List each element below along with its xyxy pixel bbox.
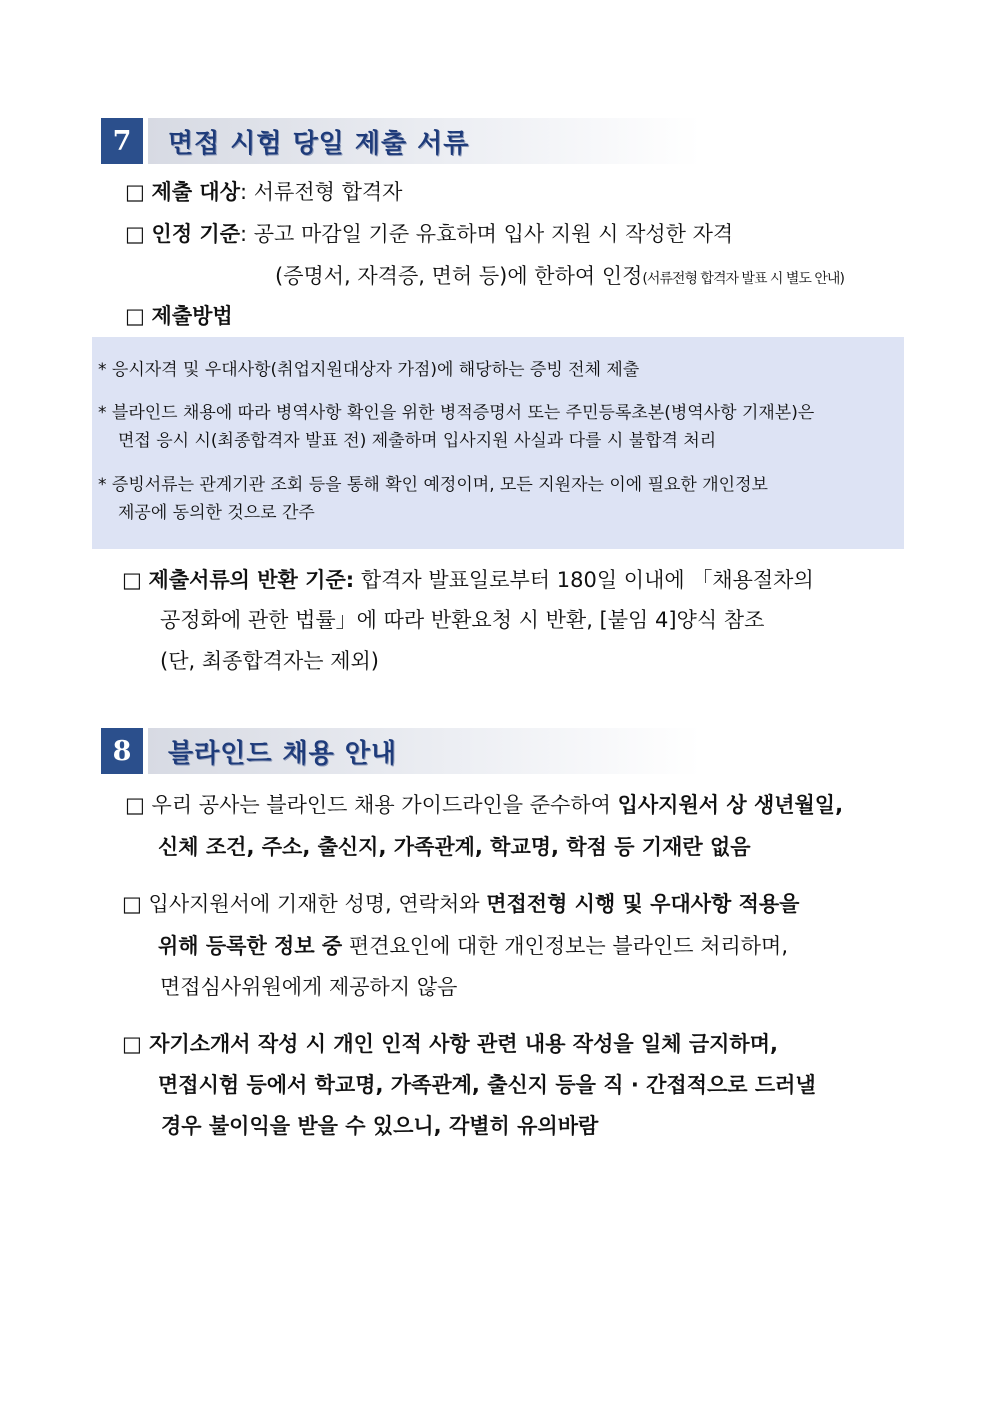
- blind-p2-line3: 면접심사위원에게 제공하지 않음: [160, 975, 458, 999]
- target-label: 제출 대상: [151, 180, 240, 204]
- criteria-note: (서류전형 합격자 발표 시 별도 안내): [642, 271, 844, 287]
- section-7-title: 면접 시험 당일 제출 서류: [168, 128, 470, 159]
- checkbox-icon: □: [125, 304, 145, 328]
- return-item: [122, 565, 814, 595]
- checkbox-icon: □: [122, 892, 142, 916]
- blind-p2-line2: 위해 등록한 정보 중 편견요인에 대한 개인정보는 블라인드 처리하며,: [158, 934, 789, 958]
- return-text-2: 공정화에 관한 법률」에 따라 반환요청 시 반환, [붙임 4]양식 참조: [160, 608, 765, 632]
- return-text-1: 합격자 발표일로부터 180일 이내에 「채용절차의: [360, 568, 814, 592]
- checkbox-icon: □: [125, 180, 145, 204]
- checkbox-icon: □: [125, 793, 145, 817]
- note-3-cont: 제공에 동의한 것으로 간주: [118, 503, 315, 523]
- checkbox-icon: □: [122, 568, 142, 592]
- section-8-header: [101, 728, 701, 774]
- note-3: * 증빙서류는 관계기관 조회 등을 통해 확인 예정이며, 모든 지원자는 이에 필요한 개인정보: [98, 475, 768, 495]
- return-label: 제출서류의 반환 기준:: [148, 568, 355, 592]
- return-text-3: (단, 최종합격자는 제외): [160, 649, 379, 673]
- criteria-item: □ 인정 기준: 공고 마감일 기준 유효하며 입사 지원 시 작성한 자격: [125, 222, 734, 246]
- blind-p3: □ 자기소개서 작성 시 개인 인적 사항 관련 내용 작성을 일체 금지하며,: [122, 1032, 778, 1056]
- criteria-label: 인정 기준: [151, 222, 240, 246]
- note-1: * 응시자격 및 우대사항(취업지원대상자 가점)에 해당하는 증빙 전체 제출: [98, 360, 640, 380]
- section-8-title: 블라인드 채용 안내: [168, 738, 398, 769]
- criteria-text-1: 공고 마감일 기준 유효하며 입사 지원 시 작성한 자격: [253, 222, 734, 246]
- target-text: 서류전형 합격자: [253, 180, 403, 204]
- section-8-number: 8: [101, 728, 143, 774]
- blind-p3-line2: 면접시험 등에서 학교명, 가족관계, 출신지 등을 직 · 간접적으로 드러낼: [158, 1073, 816, 1097]
- target-item: □ 제출 대상: 서류전형 합격자: [125, 180, 403, 204]
- blind-p2: □ 입사지원서에 기재한 성명, 연락처와 면접전형 시행 및 우대사항 적용을: [122, 892, 800, 916]
- checkbox-icon: □: [122, 1032, 142, 1056]
- note-2-cont: 면접 응시 시(최종합격자 발표 전) 제출하며 입사지원 사실과 다를 시 불합격 처리: [118, 431, 717, 451]
- criteria-line-2: [275, 261, 844, 294]
- method-label: 제출방법: [151, 304, 233, 328]
- note-2: * 블라인드 채용에 따라 병역사항 확인을 위한 병적증명서 또는 주민등록초본(병역사항 기재본)은: [98, 403, 815, 423]
- criteria-text-2: (증명서, 자격증, 면허 등)에 한하여 인정: [275, 264, 643, 288]
- method-item: [125, 301, 233, 331]
- checkbox-icon: □: [125, 222, 145, 246]
- section-7-header: [101, 118, 701, 164]
- blind-p1-line2: 신체 조건, 주소, 출신지, 가족관계, 학교명, 학점 등 기재란 없음: [158, 835, 751, 859]
- notes-box: [92, 337, 904, 549]
- blind-p3-line3: 경우 불이익을 받을 수 있으니, 각별히 유의바람: [161, 1114, 599, 1138]
- section-7-number: 7: [101, 118, 143, 164]
- blind-p1: □ 우리 공사는 블라인드 채용 가이드라인을 준수하여 입사지원서 상 생년월일,: [125, 793, 844, 817]
